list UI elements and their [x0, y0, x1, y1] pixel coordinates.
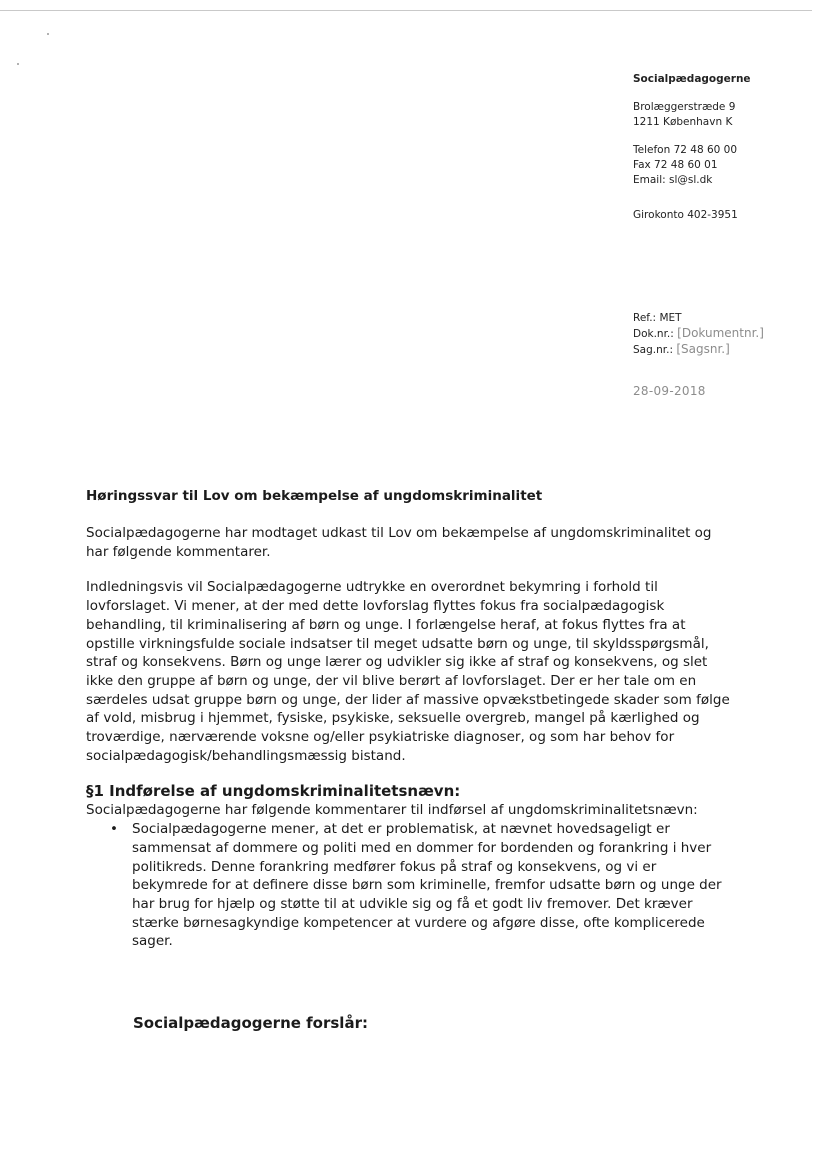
sender-street: Brolæggerstræde 9	[633, 101, 736, 113]
sender-city: 1211 København K	[633, 116, 733, 128]
scan-speck	[47, 33, 49, 35]
scan-edge-line	[0, 10, 812, 11]
proposal-heading: Socialpædagogerne forslår:	[133, 1014, 368, 1032]
ref-value: MET	[659, 312, 682, 324]
ref-label: Ref.:	[633, 312, 657, 324]
document-title: Høringssvar til Lov om bekæmpelse af ungdomskriminalitet	[86, 488, 543, 504]
section1-bullet-list	[86, 820, 736, 951]
document-date: 28-09-2018	[633, 384, 706, 398]
section1-heading: §1 Indførelse af ungdomskriminalitetsnævn:	[86, 782, 461, 801]
doc-number-label: Dok.nr.:	[633, 328, 674, 340]
letter-body	[86, 488, 736, 951]
scan-speck	[17, 63, 19, 65]
reference-block	[633, 311, 823, 358]
concern-paragraph: Indledningsvis vil Socialpædagogerne udtrykke en overordnet bekymring i forhold til lovforslaget. Vi mener, at der med dette lovforslag flyttes fokus fra socialpædagogisk behandling, til kriminalisering af børn og unge. I forlængelse heraf, at fokus flyttes fra at opstille virkningsfulde sociale indsatser til meget udsatte børn og unge, til skyldsspørgsmål, straf og konsekvens. Børn og unge lærer og udvikler sig ikke af straf og konsekvens, og slet ikke den gruppe af børn og unge, der vil blive berørt af lovforslaget. Der er her tale om en særdeles udsat gruppe børn og unge, der lider af massive opvækstbetingede skader som følge af vold, misbrug i hjemmet, fysiske, psykiske, seksuelle overgreb, mangel på kærlighed og troværdige, nærværende voksne og/eller psykiatriske diagnoser, og som har behov for socialpædagogisk/behandlingsmæssig bistand.	[86, 579, 730, 764]
sender-email: Email: sl@sl.dk	[633, 174, 713, 186]
sender-giro: Girokonto 402-3951	[633, 209, 738, 221]
case-number-placeholder: [Sagsnr.]	[676, 342, 730, 356]
ref-line	[633, 311, 823, 326]
bullet-text: Socialpædagogerne mener, at det er problematisk, at nævnet hovedsageligt er sammensat af dommere og politi med en dommer for bordenden og forankring i hver politikreds. Denne forankring medfører fokus på straf og konsekvens, og vi er bekymrede for at definere disse børn som kriminelle, fremfor udsatte børn og unge der har brug for hjælp og støtte til at udvikle sig og få et godt liv fremover. Det kræver stærke børnesagkyndige kompetencer at vurdere og afgøre disse, ofte komplicerede sager.	[132, 821, 722, 950]
sender-organization: Socialpædagogerne	[633, 73, 751, 85]
doc-number-line	[633, 326, 823, 342]
case-number-line	[633, 342, 823, 358]
sender-address-block	[633, 72, 823, 223]
intro-paragraph: Socialpædagogerne har modtaget udkast til Lov om bekæmpelse af ungdomskriminalitet og har følgende kommentarer.	[86, 525, 712, 560]
case-number-label: Sag.nr.:	[633, 344, 673, 356]
section1-intro: Socialpædagogerne har følgende kommentarer til indførsel af ungdomskriminalitetsnævn:	[86, 802, 698, 819]
list-item	[86, 820, 736, 951]
sender-fax: Fax 72 48 60 01	[633, 159, 718, 171]
doc-number-placeholder: [Dokumentnr.]	[677, 326, 764, 340]
sender-phone: Telefon 72 48 60 00	[633, 144, 738, 156]
bullet-marker: •	[110, 821, 118, 838]
